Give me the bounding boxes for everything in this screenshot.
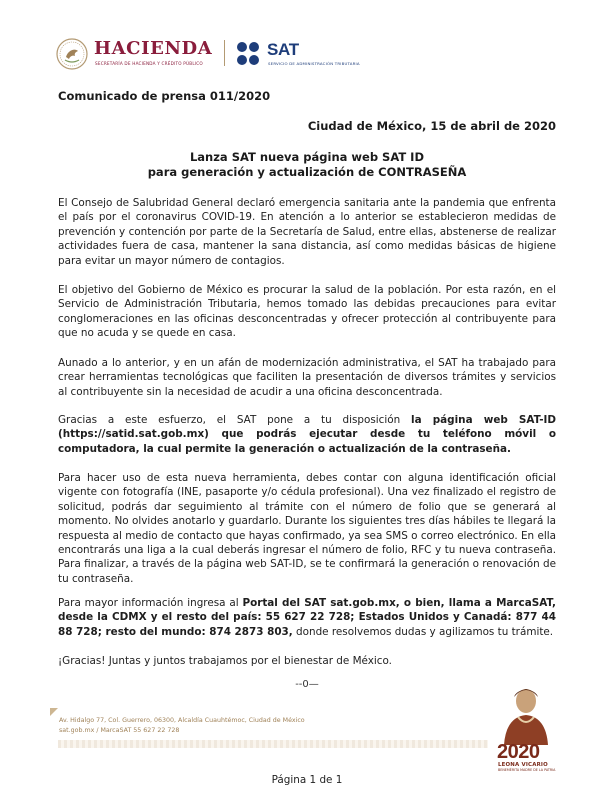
paragraph-1: El Consejo de Salubridad General declaró emergencia sanitaria ante la pandemia que enfrenta el país por el coronavirus COVID-19. En atención a lo anterior se establecieron medidas de prevención y contención por parte de la Secretaría de Salud, entre ellas, abstenerse de realizar actividades fuera de casa, mantener la sana distancia, así como medidas básicas de higiene para evitar un mayor número de contagios. (58, 197, 556, 267)
mexico-coat-of-arms-icon (56, 38, 88, 70)
paragraph-5: Para hacer uso de esta nueva herramienta, debes contar con alguna identificación oficial vigente con fotografía (INE, pasaporte y/o cédula profesional). Una vez finalizado el registro de solicitud, podrás dar seguimiento al trámite con el número de folio que se generará al momento. No olvides anotarlo y guardarlo. Durante los siguientes tres días hábiles te llegará la respuesta al medio de contacto que hayas confirmado, ya sea SMS o correo electrónico. En ella encontrarás una liga a la cual deberás ingresar el número de folio, RFC y tu nueva contraseña. Para finalizar, a través de la página web SAT-ID, se te confirmará la generación o renovación de tu contraseña. (58, 472, 556, 585)
press-release-number: Comunicado de prensa 011/2020 (58, 89, 271, 103)
letterhead (56, 36, 376, 76)
address-line-1: Av. Hidalgo 77, Col. Guerrero, 06300, Alcaldía Cuauhtémoc, Ciudad de México (59, 717, 305, 724)
paragraph-6-end: donde resolvemos dudas y agilizamos tu trámite. (292, 625, 554, 638)
sat-logo-text: SAT (267, 40, 299, 59)
footer-pattern (58, 740, 488, 748)
paragraph-6-text: Para mayor información ingresa al (58, 597, 243, 609)
closing-line: ¡Gracias! Juntas y juntos trabajamos por el bienestar de México. (58, 655, 392, 667)
release-date: Ciudad de México, 15 de abril de 2020 (307, 119, 556, 133)
leona-vicario-label: LEONA VICARIO (498, 762, 548, 768)
leona-vicario-portrait-icon (496, 683, 556, 745)
sat-logo-icon (236, 41, 264, 67)
page-number: Página 1 de 1 (271, 774, 343, 786)
hacienda-logo-text: HACIENDA (94, 38, 213, 59)
satid-link-text: la página web SAT-ID (https://satid.sat.gob.mx) que podrás ejecutar desde tu teléfono móvil o computadora, la cual permite la generación o actualización de la contraseña. (58, 414, 557, 455)
year-2020-logo: 2020 (497, 741, 540, 763)
contact-info: Portal del SAT sat.gob.mx, o bien, llama a MarcaSAT, desde la CDMX y el resto del país: 55 627 22 728; Estados Unidos y Canadá: 877 44 88 728; resto del mundo: 874 2873 803, (58, 597, 556, 638)
paragraph-2: El objetivo del Gobierno de México es procurar la salud de la población. Por esta razón, en el Servicio de Administración Tributaria, hemos tomado las debidas precauciones para evitar conglomeraciones en las oficinas desconcentradas y ofrecer protección al contribuyente para que no acuda y se quede en casa. (58, 284, 556, 340)
release-title (58, 150, 556, 180)
address-line-2: sat.gob.mx / MarcaSAT 55 627 22 728 (59, 726, 180, 734)
paragraph-3: Aunado a lo anterior, y en un afán de modernización administrativa, el SAT ha trabajado para crear herramientas tecnológicas que faciliten la presentación de diversos trámites y servicios al contribuyente sin la necesidad de acudir a una oficina desconcentrada. (58, 357, 556, 398)
paragraph-4-text: Gracias a este esfuerzo, el SAT pone a tu disposición (58, 414, 412, 426)
leona-vicario-subtitle: BENEMÉRITA MADRE DE LA PATRIA (498, 768, 556, 772)
paragraph-4 (58, 413, 556, 456)
sat-subtitle: SERVICIO DE ADMINISTRACIÓN TRIBUTARIA (268, 61, 360, 66)
corner-mark-icon (50, 708, 58, 716)
header-divider (224, 40, 225, 66)
title-line-2: para generación y actualización de CONTRASEÑA (147, 165, 467, 179)
end-separator: --0— (295, 679, 319, 690)
paragraph-6 (58, 596, 556, 639)
title-line-1: Lanza SAT nueva página web SAT ID (189, 150, 425, 164)
hacienda-subtitle: SECRETARÍA DE HACIENDA Y CRÉDITO PÚBLICO (95, 61, 203, 66)
footer-address (59, 716, 305, 735)
